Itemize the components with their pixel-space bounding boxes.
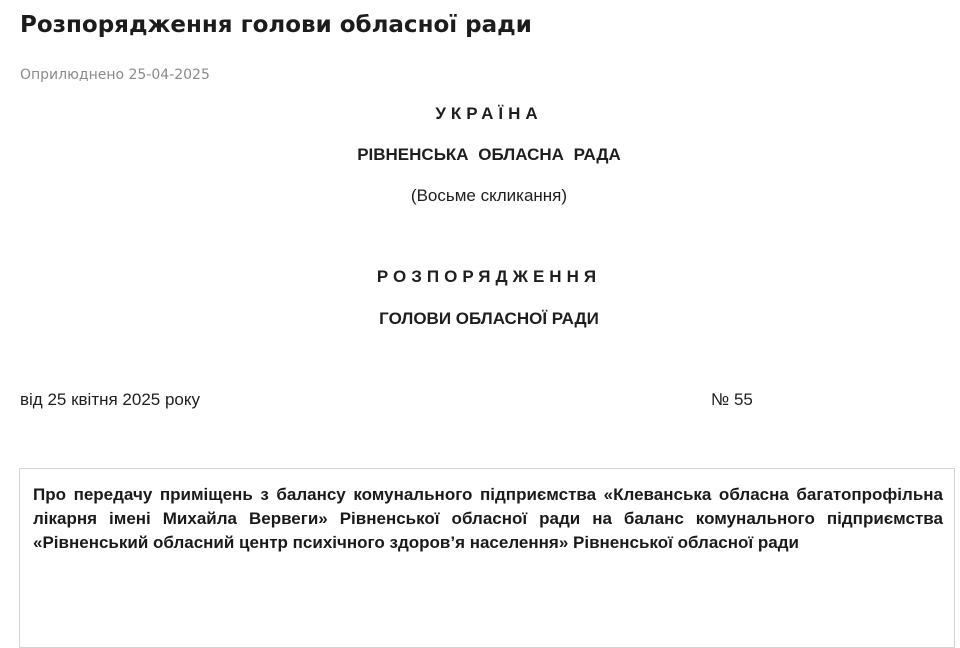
- council-heading: РІВНЕНСЬКА ОБЛАСНА РАДА: [357, 145, 621, 164]
- document-type-heading: РОЗПОРЯДЖЕННЯ: [376, 267, 602, 286]
- country-heading: УКРАЇНА: [435, 104, 543, 123]
- published-date: Оприлюднено 25-04-2025: [20, 67, 210, 83]
- page-title: Розпорядження голови обласної ради: [20, 12, 532, 38]
- document-number: № 55: [711, 390, 753, 409]
- subject-box: [19, 468, 955, 648]
- document-date: від 25 квітня 2025 року: [20, 390, 201, 409]
- document-author-heading: ГОЛОВИ ОБЛАСНОЇ РАДИ: [379, 309, 599, 328]
- convocation-label: (Восьме скликання): [410, 186, 568, 205]
- document-subject: Про передачу приміщень з балансу комунального підприємства «Клеванська обласна багатопрофільна лікарня імені Михайла Вервеги» Рівненської обласної ради на баланс комунального підприємства «Рівненський обласний центр психічного здоров’я населення» Рівненської обласної ради: [33, 485, 943, 552]
